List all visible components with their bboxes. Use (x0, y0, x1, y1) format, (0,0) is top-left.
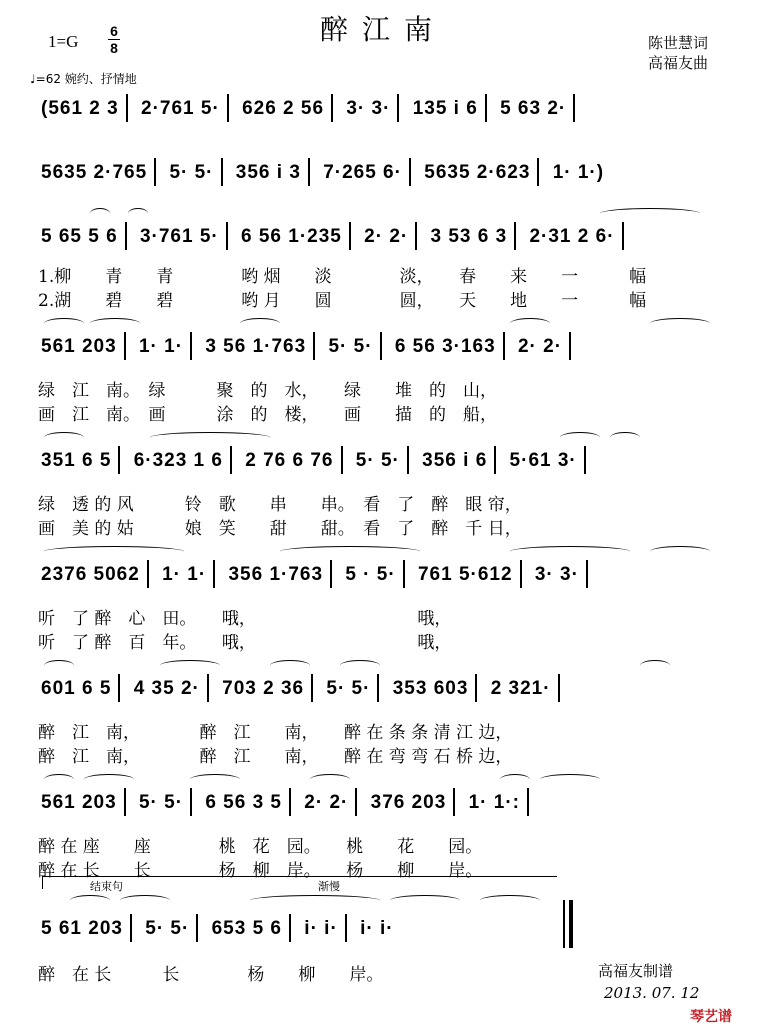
tempo-marking: ♩=62 婉约、抒情地 (30, 72, 137, 86)
measure: 356 1·763 (228, 564, 324, 586)
meter-bottom: 8 (110, 40, 118, 56)
measure: 351 6 5 (41, 450, 112, 472)
lyric-verse-1: 醉 江 南， 醉 江 南， 醉 在 条 条 清 江 边， (38, 723, 513, 743)
measure: 3· 3· (346, 98, 391, 120)
lyric-verse-1: 绿 江 南。 绿 聚 的 水， 绿 堆 的 山， (38, 381, 497, 401)
final-barline-thin (563, 900, 565, 948)
measure: 5· 5· (138, 792, 184, 814)
score-row-1 (36, 94, 726, 122)
measure: 561 203 (41, 336, 117, 358)
measure: 2·761 5· (141, 98, 220, 120)
lyric-verse-2: 画 美 的 姑 娘 笑 甜 甜。 看 了 醉 千 日， (38, 519, 522, 539)
final-barline-thick (569, 900, 573, 948)
score-date: 2013. 07. 12 (604, 984, 700, 1002)
measure: 5 65 5 6 (41, 226, 118, 248)
composer-credit: 高福友曲 (648, 54, 709, 72)
score-row-5 (36, 446, 726, 474)
measure: 3 53 6 3 (430, 226, 508, 248)
lyric-verse-1: 绿 透 的 风 铃 歌 串 串。 看 了 醉 眼 帘， (38, 495, 522, 515)
measure: 561 203 (41, 792, 117, 814)
measure: 703 2 36 (222, 678, 305, 700)
measure: i· i· (360, 918, 394, 940)
measure: 356 i 6 (422, 450, 488, 472)
measure: 6 56 3·163 (394, 336, 496, 358)
measure: 626 2 56 (242, 98, 325, 120)
measure: 2·31 2 6· (529, 226, 615, 248)
measure: 5· 5· (326, 678, 371, 700)
measure: 5· 5· (355, 450, 400, 472)
measure: 2 321· (490, 678, 551, 700)
measure: 376 203 (370, 792, 447, 814)
lyric-verse-2: 画 江 南。 画 涂 的 楼， 画 描 的 船， (38, 405, 497, 425)
measure: 7·265 6· (323, 162, 402, 184)
measure: 5· 5· (169, 162, 214, 184)
measure: 5·61 3· (509, 450, 577, 472)
lyric-verse-2: 醉 在 长 长 杨 柳 岸。 杨 柳 岸。 (38, 861, 483, 881)
score-row-6 (36, 560, 726, 588)
measure: (561 2 3 (41, 98, 119, 120)
measure: i· i· (304, 918, 338, 940)
lyric-ending: 醉 在 长 长 杨 柳 岸。 (38, 965, 384, 985)
key-signature: 1=G (48, 32, 79, 51)
lyric-verse-2: 听 了 醉 百 年。 哦， 哦， (38, 633, 452, 653)
measure: 5 63 2· (500, 98, 567, 120)
score-maker: 高福友制谱 (598, 962, 674, 980)
ritardando-marking: 渐慢 (318, 880, 340, 893)
measure: 2· 2· (517, 336, 563, 358)
score-row-7 (36, 674, 726, 702)
lyric-verse-2: 醉 江 南， 醉 江 南， 醉 在 弯 弯 石 桥 边， (38, 747, 513, 767)
score-row-2 (36, 158, 726, 186)
measure: 353 603 (392, 678, 469, 700)
measure: 5· 5· (328, 336, 373, 358)
measure: 5635 2·765 (41, 162, 148, 184)
measure: 2· 2· (364, 226, 409, 248)
score-row-9 (36, 914, 561, 942)
measure: 4 35 2· (133, 678, 200, 700)
time-signature (108, 24, 120, 55)
measure: 1· 1·) (552, 162, 605, 184)
measure: 6 56 3 5 (205, 792, 282, 814)
measure: 761 5·612 (417, 564, 513, 586)
measure: 5 61 203 (41, 918, 123, 940)
measure: 6·323 1 6 (133, 450, 223, 472)
measure: 135 i 6 (412, 98, 478, 120)
lyric-verse-1: 醉 在 座 座 桃 花 园。 桃 花 园。 (38, 837, 483, 857)
song-title: 醉江南 (320, 13, 447, 46)
lyricist-credit: 陈世慧词 (648, 34, 709, 52)
ending-marking: 结束句 (90, 880, 123, 893)
score-row-8 (36, 788, 726, 816)
measure: 5 · 5· (345, 564, 396, 586)
measure: 356 i 3 (235, 162, 301, 184)
measure: 601 6 5 (41, 678, 112, 700)
measure: 1· 1· (138, 336, 184, 358)
lyric-verse-1: 1.柳 青 青 哟 烟 淡 淡， 春 来 一 幅 (38, 267, 647, 287)
measure: 2· 2· (304, 792, 349, 814)
measure: 1· 1·: (468, 792, 521, 814)
lyric-verse-1: 听 了 醉 心 田。 哦， 哦， (38, 609, 452, 629)
measure: 2376 5062 (41, 564, 140, 586)
measure: 5· 5· (145, 918, 190, 940)
meter-top: 6 (110, 23, 118, 39)
measure: 3· 3· (534, 564, 579, 586)
measure: 653 5 6 (211, 918, 283, 940)
measure: 1· 1· (162, 564, 207, 586)
measure: 6 56 1·235 (241, 226, 342, 248)
score-row-3 (36, 222, 726, 250)
measure: 3 56 1·763 (205, 336, 307, 358)
score-row-4 (36, 332, 726, 360)
measure: 3·761 5· (139, 226, 219, 248)
measure: 5635 2·623 (424, 162, 531, 184)
measure: 2 76 6 76 (245, 450, 334, 472)
lyric-verse-2: 2.湖 碧 碧 哟 月 圆 圆， 天 地 一 幅 (38, 291, 647, 311)
site-logo: 琴艺谱 (690, 1009, 732, 1025)
